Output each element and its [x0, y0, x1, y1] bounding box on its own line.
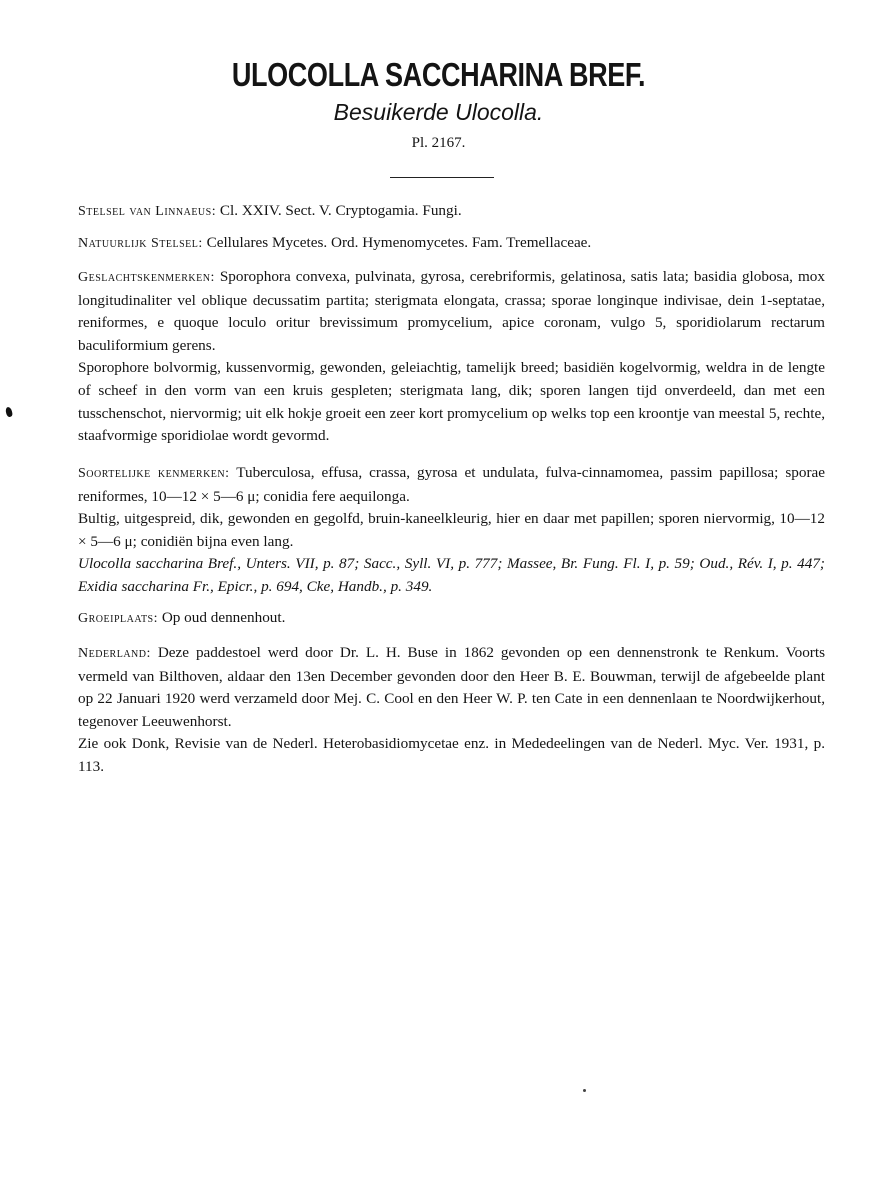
plate-number: Pl. 2167.: [411, 135, 466, 151]
species-label: Soortelijke kenmerken:: [78, 466, 230, 481]
species-dutch-text: Bultig, uitgespreid, dik, gewonden en gegolfd, bruin-kaneelkleurig, hier en daar met papillen; sporen niervormig, 10—12 × 5—6 μ; conidiën bijna even lang.: [78, 510, 825, 550]
habitat-label: Groeiplaats:: [78, 611, 159, 626]
linnaeus-label: Stelsel van Linnaeus:: [78, 204, 217, 219]
species-title: ULOCOLLA SACCHARINA BREF.: [231, 56, 646, 93]
see-also-text: Zie ook Donk, Revisie van de Nederl. Heterobasidiomycetae enz. in Mededeelingen van de Nederl. Myc. Ver. 1931, p. 113.: [78, 735, 825, 775]
title-divider: [390, 177, 494, 178]
habitat-section: [78, 607, 825, 631]
genus-dutch-text: Sporophore bolvormig, kussenvormig, gewonden, geleiachtig, tamelijk breed; basidiën kogelvormig, weldra in de lengte of scheef in den vorm van een kruis gespleten; sterigmata lang, dik; sporen langen tijd onverdeeld, dan met een tusschenschot, niervormig; uit elk hokje groeit een zeer kort promycelium op welks top een kroontje van meestal 5, rechte, staafvormige sporidiolae wordt gevormd.: [78, 359, 825, 445]
netherlands-label: Nederland:: [78, 646, 151, 661]
species-latin-text: Tuberculosa, effusa, crassa, gyrosa et undulata, fulva-cinnamomea, passim papillosa; sporae reniformes, 10—12 × 5—6 μ; conidia fere aequilonga.: [78, 464, 826, 505]
genus-latin-text: Sporophora convexa, pulvinata, gyrosa, cerebriformis, gelatinosa, satis lata; basidia globosa, mox longitudinaliter vel oblique decussatim partita; sterigmata elongata, crassa; sporae longinque indivisae, dein 1-septatae, reniformes, e quoque loculo oritur brevissimum promycelium, apice coronam, vulgo 5, sporidiolarum rectarum baculiformium gerens.: [78, 268, 825, 354]
netherlands-section: [78, 642, 825, 779]
species-characters-section: [78, 462, 825, 599]
species-references: Ulocolla saccharina Bref., Unters. VII, p. 87; Sacc., Syll. VI, p. 777; Massee, Br. Fung. Fl. I, p. 59; Oud., Rév. I, p. 447; Exidia saccharina Fr., Epicr., p. 694, Cke, Handb., p. 349.: [78, 555, 825, 595]
linnaeus-section: [78, 200, 825, 224]
dutch-name-subtitle: Besuikerde Ulocolla.: [333, 99, 544, 125]
genus-characters-section: [78, 266, 825, 448]
habitat-text: Op oud dennenhout.: [161, 609, 286, 626]
linnaeus-text: Cl. XXIV. Sect. V. Cryptogamia. Fungi.: [219, 202, 462, 219]
paper-speck: [583, 1089, 586, 1092]
margin-ink-mark: [5, 406, 13, 417]
natural-system-label: Natuurlijk Stelsel:: [78, 236, 203, 251]
netherlands-text: Deze paddestoel werd door Dr. L. H. Buse in 1862 gevonden op een dennenstronk te Renkum. Voorts vermeld van Bilthoven, aldaar den 13en December gevonden door den Heer B. E. Bouwman, terwijl de afgebeelde plant op 22 Januari 1920 werd verzameld door Mej. C. Cool en den Heer W. P. ten Cate in een dennenlaan te Noordwijkerhout, tegenover Leeuwenhorst.: [78, 644, 825, 730]
genus-label: Geslachtskenmerken:: [78, 270, 215, 285]
natural-system-section: [78, 232, 825, 256]
natural-system-text: Cellulares Mycetes. Ord. Hymenomycetes. Fam. Tremellaceae.: [206, 234, 592, 251]
